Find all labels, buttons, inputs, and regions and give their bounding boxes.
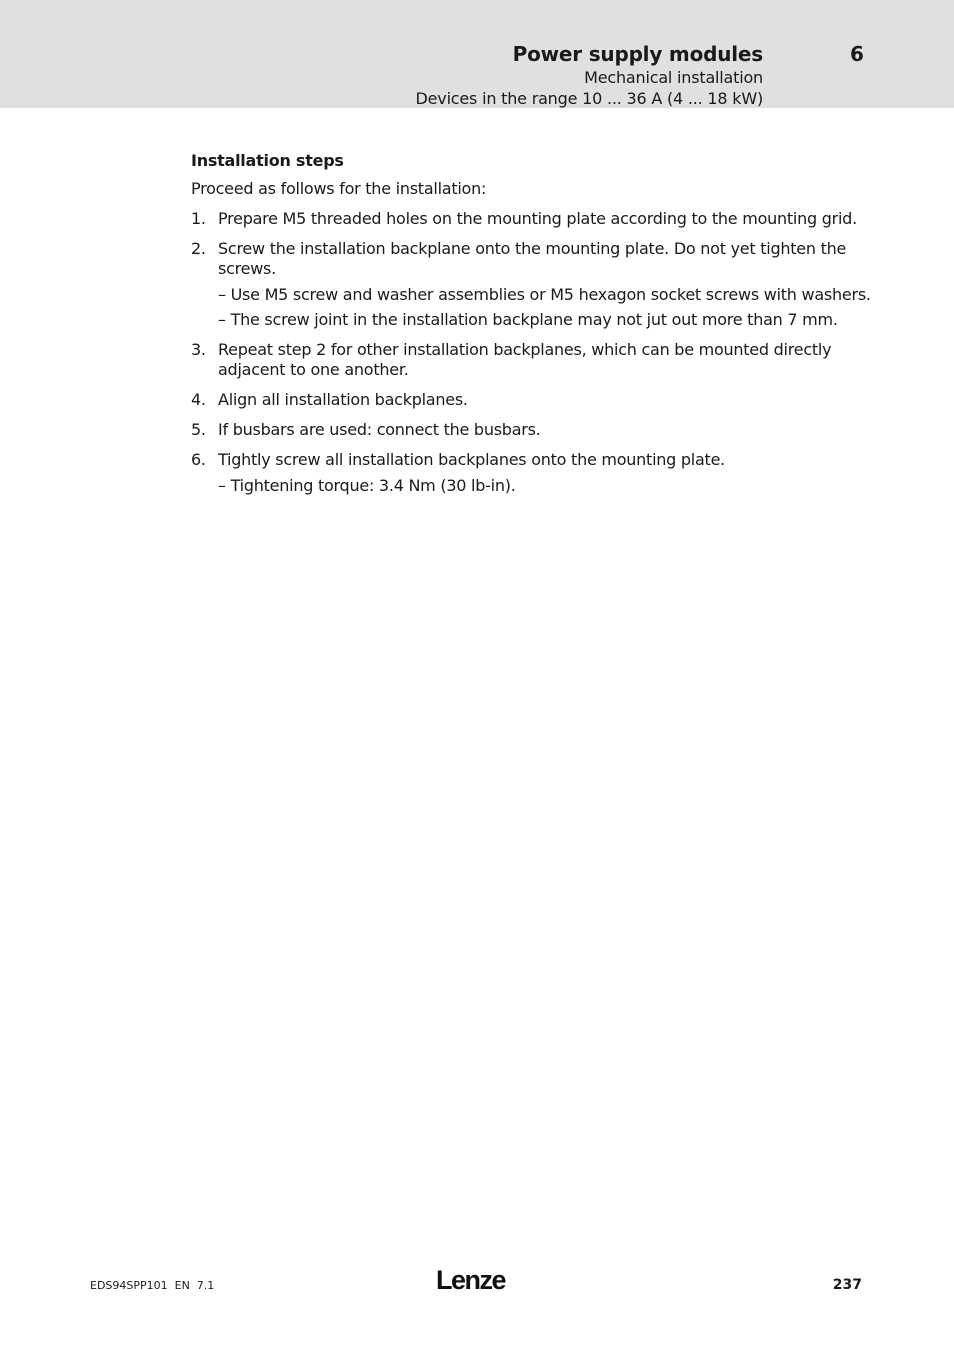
step-text: Screw the installation backplane onto the mounting plate. Do not yet tighten the screws. <box>218 239 847 278</box>
step-number: 5. <box>191 420 206 439</box>
step-text: Align all installation backplanes. <box>218 390 468 409</box>
intro-text: Proceed as follows for the installation: <box>191 179 487 198</box>
lenze-logo-wordmark: Lenze <box>436 1265 506 1295</box>
sub-item: – Use M5 screw and washer assemblies or M5 hexagon socket screws with washers. <box>218 285 871 304</box>
chapter-title: Power supply modules <box>512 42 763 66</box>
list-item <box>191 340 871 380</box>
subsection-subtitle: Devices in the range 10 ... 36 A (4 ... 18 kW) <box>415 89 763 108</box>
main-content <box>191 151 871 506</box>
sub-item-list <box>218 285 871 330</box>
step-number: 6. <box>191 450 206 469</box>
section-subtitle: Mechanical installation <box>584 68 763 87</box>
step-number: 4. <box>191 390 206 409</box>
step-text: Prepare M5 threaded holes on the mounting plate according to the mounting grid. <box>218 209 857 228</box>
sub-item-list <box>218 476 871 496</box>
step-text: If busbars are used: connect the busbars. <box>218 420 541 439</box>
installation-steps-list <box>191 209 871 496</box>
step-text: Tightly screw all installation backplanes onto the mounting plate. <box>218 450 726 469</box>
list-item <box>191 420 871 440</box>
page-number: 237 <box>832 1277 862 1293</box>
list-item <box>191 209 871 229</box>
list-item <box>191 450 871 496</box>
sub-item: – Tightening torque: 3.4 Nm (30 lb-in). <box>218 476 516 495</box>
chapter-number: 6 <box>850 42 864 66</box>
section-heading: Installation steps <box>191 151 344 170</box>
step-text: Repeat step 2 for other installation backplanes, which can be mounted directly adjacent to one another. <box>218 340 832 379</box>
list-item <box>191 239 871 330</box>
step-number: 1. <box>191 209 206 228</box>
step-number: 3. <box>191 340 206 359</box>
document-id: EDS94SPP101 EN 7.1 <box>90 1279 215 1292</box>
list-item <box>191 390 871 410</box>
step-number: 2. <box>191 239 206 258</box>
sub-item: – The screw joint in the installation backplane may not jut out more than 7 mm. <box>218 310 838 329</box>
lenze-logo <box>436 1265 516 1295</box>
